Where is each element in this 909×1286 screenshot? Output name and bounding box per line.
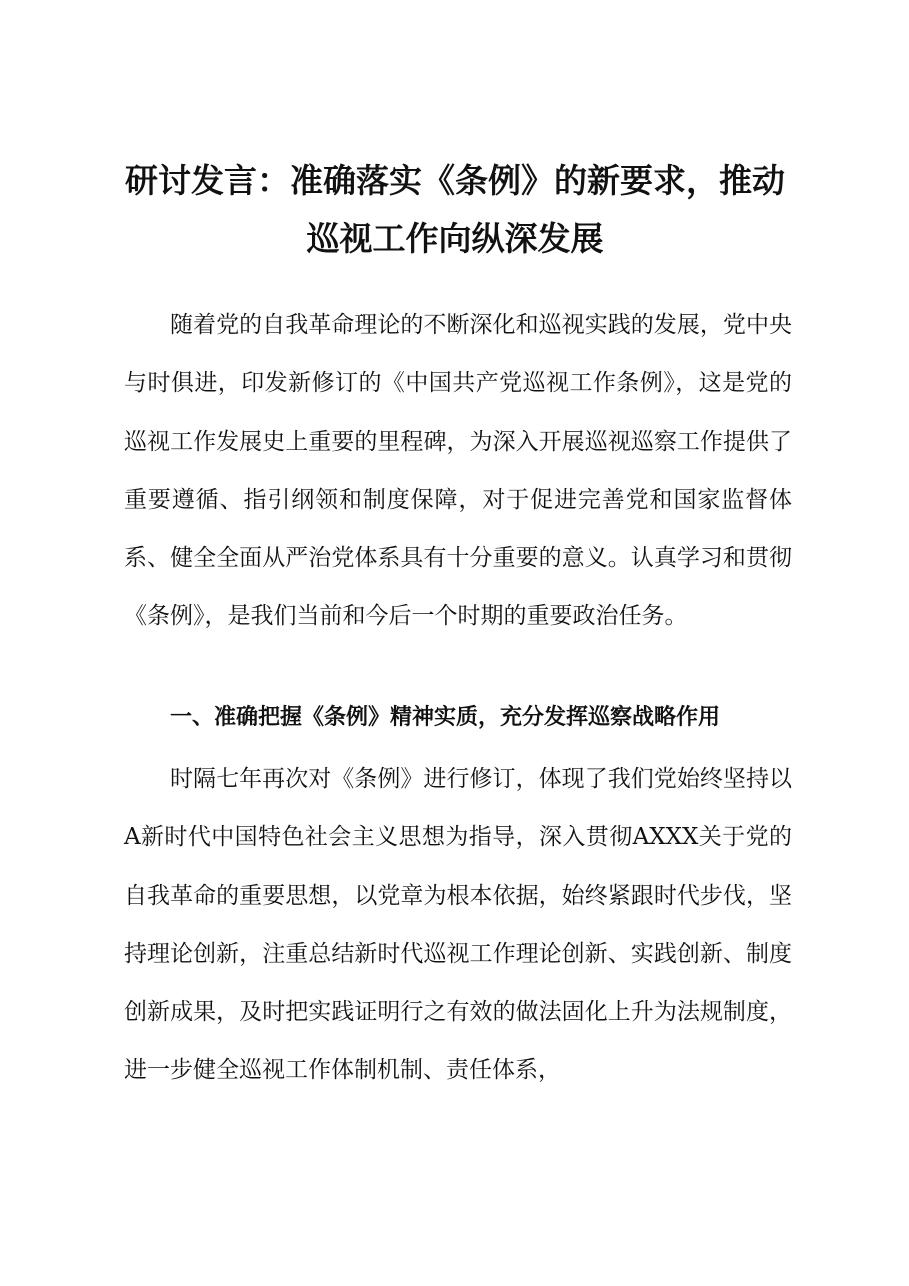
title-line-1: 研讨发言：准确落实《条例》的新要求，推动 — [125, 161, 785, 200]
document-title — [110, 152, 800, 268]
section-1-paragraph: 时隔七年再次对《条例》进行修订，体现了我们党始终坚持以A新时代中国特色社会主义思想为指导，深入贯彻AXXX关于党的自我革命的重要思想，以党章为根本依据，始终紧跟时代步伐，坚持理论创新，注重总结新时代巡视工作理论创新、实践创新、制度创新成果，及时把实践证明行之有效的做法固化上升为法规制度，进一步健全巡视工作体制机制、责任体系， — [124, 766, 792, 1084]
title-line-2: 巡视工作向纵深发展 — [306, 219, 604, 258]
section-heading-1: 一、准确把握《条例》精神实质，充分发挥巡察战略作用 — [170, 705, 721, 730]
intro-paragraph: 随着党的自我革命理论的不断深化和巡视实践的发展，党中央与时俱进，印发新修订的《中国共产党巡视工作条例》，这是党的巡视工作发展史上重要的里程碑，为深入开展巡视巡察工作提供了重要遵循、指引纲领和制度保障，对于促进完善党和国家监督体系、健全全面从严治党体系具有十分重要的意义。认真学习和贯彻《条例》，是我们当前和今后一个时期的重要政治任务。 — [124, 312, 792, 630]
